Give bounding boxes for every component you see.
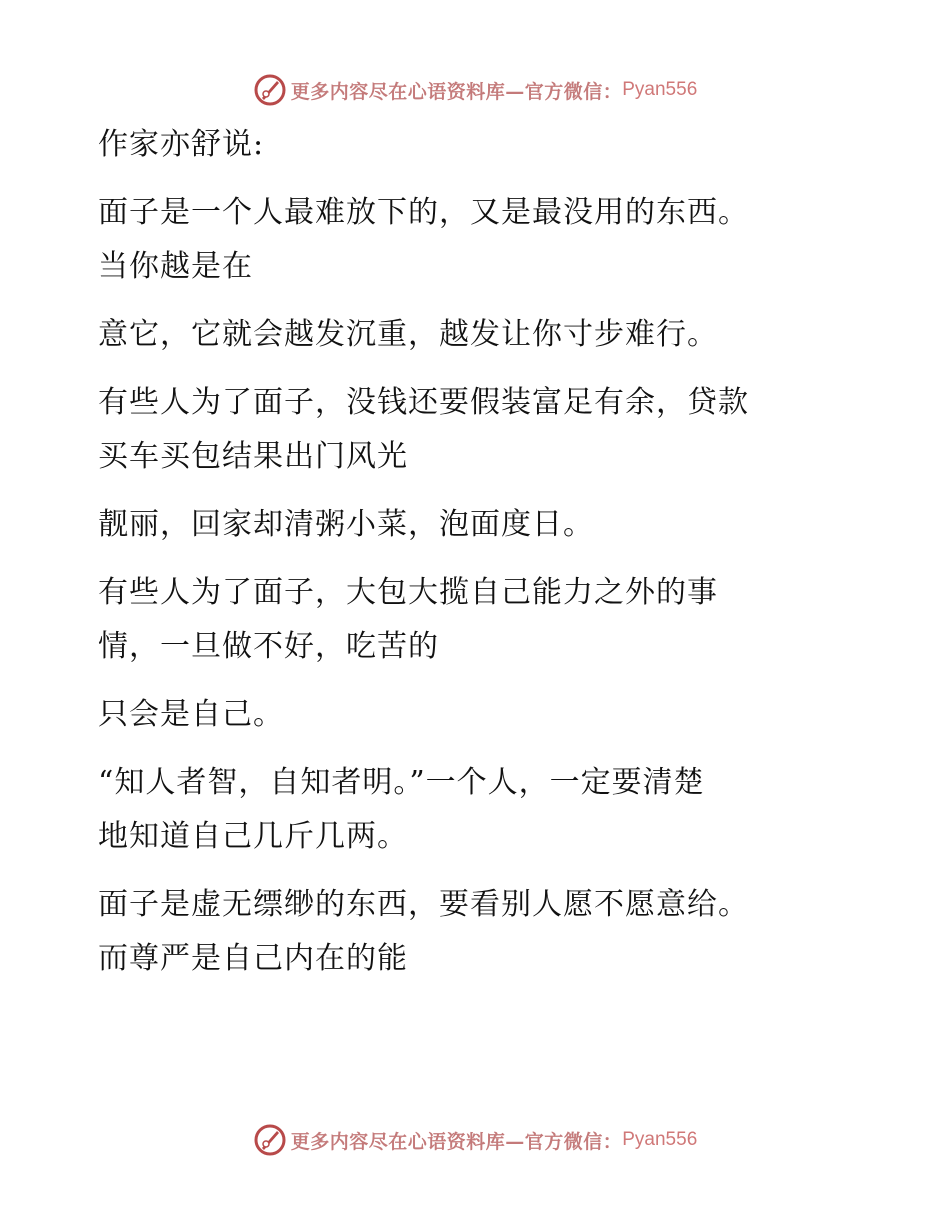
text-line: 有些人为了面子，没钱还要假装富足有余，贷款	[98, 385, 749, 420]
document-body	[98, 118, 858, 986]
text-line: 情，一旦做不好，吃苦的	[98, 629, 439, 664]
quill-logo-icon	[253, 73, 287, 107]
text-line: 而尊严是自己内在的能	[98, 941, 408, 976]
text-line: 买车买包结果出门风光	[98, 439, 408, 474]
footer-watermark	[0, 1120, 950, 1160]
text-line: 只会是自己。	[98, 697, 284, 732]
watermark-wechat-id: Pyan556	[622, 1129, 698, 1150]
header-watermark	[0, 70, 950, 110]
text-line: 意它，它就会越发沉重，越发让你寸步难行。	[98, 317, 718, 352]
text-line: 当你越是在	[98, 249, 253, 284]
text-line: 面子是一个人最难放下的，又是最没用的东西。	[98, 195, 749, 230]
text-line: 有些人为了面子，大包大揽自己能力之外的事	[98, 575, 718, 610]
text-line: 靓丽，回家却清粥小菜，泡面度日。	[98, 507, 594, 542]
watermark-text: 更多内容尽在心语资料库—官方微信：	[290, 80, 623, 103]
watermark-text: 更多内容尽在心语资料库—官方微信：	[290, 1130, 623, 1153]
text-line: 地知道自己几斤几两。	[98, 819, 408, 854]
text-line: 面子是虚无缥缈的东西，要看别人愿不愿意给。	[98, 887, 749, 922]
text-line: 作家亦舒说:	[98, 127, 265, 162]
quill-logo-icon	[253, 1123, 287, 1157]
text-line: “知人者智，自知者明。”一个人，一定要清楚	[98, 765, 705, 800]
watermark-wechat-id: Pyan556	[622, 79, 698, 100]
